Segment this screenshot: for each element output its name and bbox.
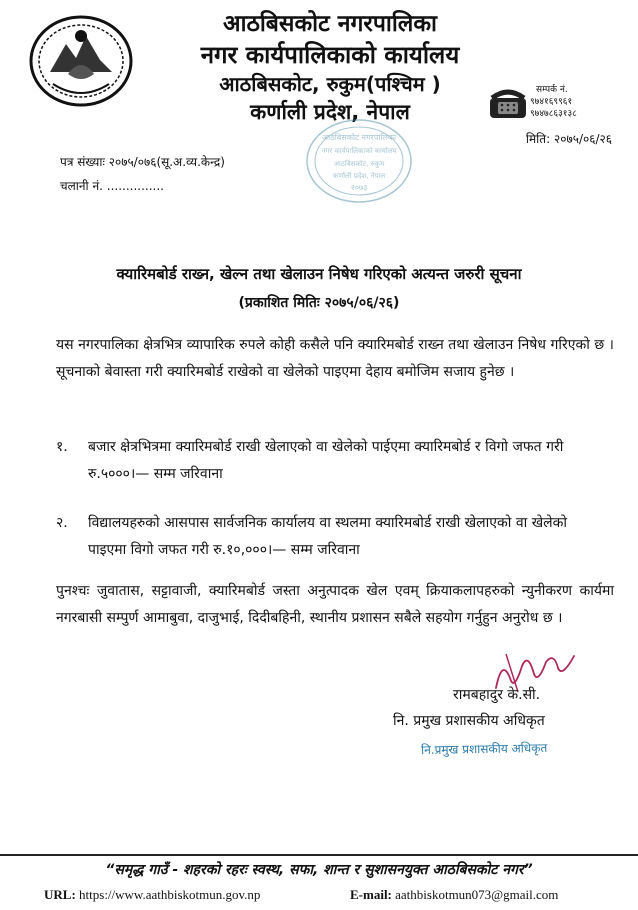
phone-number-2: ९७४७८६३१३८ — [530, 109, 577, 119]
letter-date — [526, 130, 612, 147]
province-country: कर्णाली प्रदेश, नेपाल — [250, 100, 410, 124]
date-label: मिति: — [525, 132, 551, 146]
date-value: २०७५/०६/२६ — [553, 132, 612, 146]
svg-text:आठबिसकोट, रुकुम: आठबिसकोट, रुकुम — [333, 160, 385, 168]
item-text: बजार क्षेत्रभित्रमा क्यारिमबोर्ड राखी खेलाएको वा खेलेको पाईएमा क्यारिमबोर्ड र विगो जफत गरी रु.५०००।— सम्म जरिवाना — [88, 439, 564, 482]
svg-text:आठबिसकोट नगरपालिका: आठबिसकोट नगरपालिका — [321, 133, 397, 142]
svg-text:कर्णाली प्रदेश, नेपाल: कर्णाली प्रदेश, नेपाल — [332, 172, 386, 180]
reference-number — [60, 153, 225, 170]
url-link[interactable]: https://www.aathbiskotmun.gov.np — [79, 887, 261, 902]
ref-number-value: २०७५/०७६(सू.अ.व्य.केन्द्र) — [108, 155, 225, 169]
nepal-emblem-icon — [28, 14, 134, 108]
svg-text:२०७३: २०७३ — [350, 183, 368, 192]
footer-email — [350, 887, 558, 903]
contact-label: सम्पर्क नं. — [536, 85, 568, 95]
closing-paragraph: पुनश्चः जुवातास, सट्टावाजी, क्यारिमबोर्ड जस्ता अनुत्पादक खेल एवम् क्रियाकलापहरुको न्युनीकरण कार्यमा नगरबासी सम्पुर्ण आमाबुवा, दाजुभाई, दिदीबहिनी, स्थानीय प्रशासन सबैले सहयोग गर्नुहुन अनुरोध छ । — [56, 583, 614, 626]
office-seal — [305, 118, 413, 204]
footer-slogan: “समृद्ध गाउँ - शहरको रहरः स्वस्थ, सफा, शान्त र सुशासनयुक्त आठबिसकोट नगर” — [105, 862, 533, 878]
item-text: विद्यालयहरुको आसपास सार्वजनिक कार्यालय वा स्थलमा क्यारिमबोर्ड राखी खेलाएको वा खेलेको पाइएमा विगो जफत गरी रु.१०,०००।— सम्म जरिवाना — [88, 515, 568, 558]
footer-divider — [0, 854, 638, 856]
notice-subtitle: (प्रकाशित मितिः २०७५/०६/२६) — [238, 295, 400, 311]
signatory-name: रामबहादुर के.सी. — [453, 687, 541, 703]
office-name: नगर कार्यपालिकाको कार्यालय — [200, 41, 460, 69]
contact-numbers — [530, 84, 577, 120]
municipality-name: आठबिसकोट नगरपालिका — [222, 11, 438, 37]
notice-title: क्यारिमबोर्ड राख्न, खेल्न तथा खेलाउन निषेध गरिएको अत्यन्त जरुरी सूचना — [116, 265, 522, 283]
dispatch-number — [60, 177, 164, 194]
signatory-stamp: नि.प्रमुख प्रशासकीय अधिकृत — [420, 740, 548, 758]
item-number: २. — [56, 515, 68, 531]
svg-text:नगर कार्यपालिकाको कार्यालय: नगर कार्यपालिकाको कार्यालय — [321, 147, 397, 155]
item-number: १. — [56, 439, 68, 455]
footer-url — [44, 887, 260, 903]
email-label: E-mail: — [350, 887, 392, 902]
office-address: आठबिसकोट, रुकुम(पश्चिम ) — [219, 72, 441, 96]
signatory-title: नि. प्रमुख प्रशासकीय अधिकृत — [393, 713, 545, 729]
dispatch-value: ............... — [106, 179, 164, 193]
ref-number-label: पत्र संख्याः — [60, 155, 105, 169]
email-link[interactable]: aathbiskotmun073@gmail.com — [395, 887, 559, 902]
telephone-icon — [488, 86, 528, 120]
intro-paragraph: यस नगरपालिका क्षेत्रभित्र व्यापारिक रुपले कोही कसैले पनि क्यारिमबोर्ड राख्न तथा खेलाउन निषेध गरिएको छ । सूचनाको बेवास्ता गरी क्यारिमबोर्ड राखेको वा खेलेको पाइएमा देहाय बमोजिम सजाय हुनेछ । — [56, 337, 614, 380]
url-label: URL: — [44, 887, 76, 902]
phone-number-1: ९७४१६९९६१ — [530, 97, 573, 107]
dispatch-label: चलानी नं. — [60, 179, 103, 193]
